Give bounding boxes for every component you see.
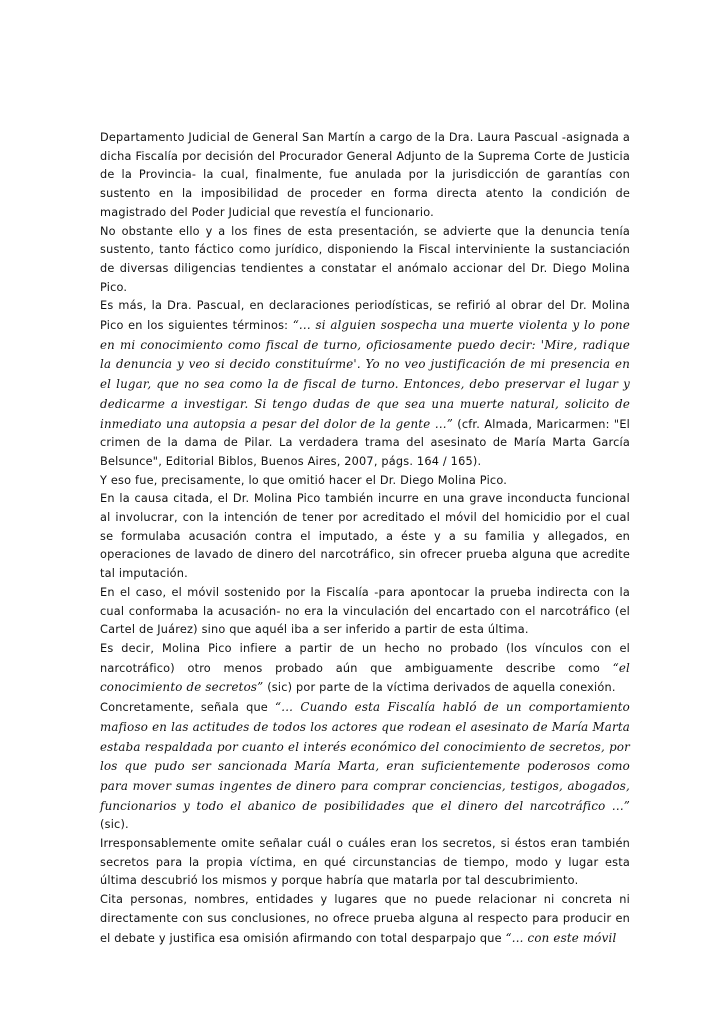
paragraph-text: (cfr. Almada, Maricarmen: "El crimen de la dama de Pilar. La verdadera trama del asesinato de María Marta García Belsunce", Editorial Biblos, Buenos Aires, 2007, págs. 164 / 165). xyxy=(100,417,630,468)
paragraph xyxy=(100,835,630,891)
quoted-text: “el conocimiento de secretos” xyxy=(100,660,630,695)
paragraph xyxy=(100,129,630,223)
paragraph-text: Y eso fue, precisamente, lo que omitió hacer el Dr. Diego Molina Pico. xyxy=(100,473,508,487)
paragraph-text: Departamento Judicial de General San Martín a cargo de la Dra. Laura Pascual -asignada a dicha Fiscalía por decisión del Procurador General Adjunto de la Suprema Corte de Justicia de la Provincia- la cual, finalmente, fue anulada por la jurisdicción de garantías con sustento en la imposibilidad de proceder en forma directa atento la condición de magistrado del Poder Judicial que revestía el funcionario. xyxy=(100,131,630,219)
paragraph xyxy=(100,584,630,640)
paragraph xyxy=(100,640,630,698)
paragraph-text: Irresponsablemente omite señalar cuál o cuáles eran los secretos, si éstos eran también secretos para la propia víctima, en qué circunstancias de tiempo, modo y lugar esta última descubrió los mismos y porque habría que matarla por tal descubrimiento. xyxy=(100,837,630,888)
paragraph xyxy=(100,698,630,835)
paragraph xyxy=(100,891,630,948)
paragraph-text: Es decir, Molina Pico infiere a partir de un hecho no probado (los vínculos con el narcotráfico) otro menos probado aún que ambiguamente describe como xyxy=(100,641,630,675)
paragraph-text: Cita personas, nombres, entidades y lugares que no puede relacionar ni concreta ni directamente con sus conclusiones, no ofrece prueba alguna al respecto para producir en el debate y justifica esa omisión afirmando con total desparpajo que xyxy=(100,893,630,945)
paragraph xyxy=(100,490,630,584)
paragraph-text: En la causa citada, el Dr. Molina Pico también incurre en una grave inconducta funcional al involucrar, con la intención de tener por acreditado el móvil del homicidio por el cual se formulaba acusación contra el imputado, a éste y a su familia y allegados, en operaciones de lavado de dinero del narcotráfico, sin ofrecer prueba alguna que acredite tal imputación. xyxy=(100,492,630,581)
paragraph-text: Concretamente, señala que xyxy=(100,701,276,715)
paragraph-text: (sic) por parte de la víctima derivados de aquella conexión. xyxy=(263,681,616,695)
paragraph-text: (sic). xyxy=(100,818,129,832)
paragraph-text: Es más, la Dra. Pascual, en declaraciones periodísticas, se refirió al obrar del Dr. Molina Pico en los siguientes términos: xyxy=(100,299,630,333)
paragraph-text: No obstante ello y a los fines de esta presentación, se advierte que la denuncia tenía sustento, tanto fáctico como jurídico, disponiendo la Fiscal interviniente la sustanciación de diversas diligencias tendientes a constatar el anómalo accionar del Dr. Diego Molina Pico. xyxy=(100,224,630,294)
quoted-text: “... si alguien sospecha una muerte violenta y lo pone en mi conocimiento como fiscal de turno, oficiosamente puedo decir: 'Mire, radique la denuncia y veo si decido constituírme'. Yo no veo justificación de mi presencia en el lugar, que no sea como la de fiscal de turno. Entonces, debo preservar el lugar y dedicarme a investigar. Si tengo dudas de que sea una muerte natural, solicito de inmediato una autopsia a pesar del dolor de la gente ...” xyxy=(100,318,630,431)
document-body xyxy=(100,129,630,948)
quoted-text: “... con este móvil xyxy=(505,930,617,945)
paragraph xyxy=(100,297,630,471)
quoted-text: “... Cuando esta Fiscalía habló de un comportamiento mafioso en las actitudes de todos los actores que rodean el asesinato de María Marta estaba respaldada por cuanto el interés económico del conocimiento de secretos, por los que pudo ser sancionada María Marta, eran suficientemente poderosos como para mover sumas ingentes de dinero para comprar conciencias, testigos, abogados, funcionarios y todo el abanico de posibilidades que el dinero del narcotráfico ...” xyxy=(100,700,630,813)
paragraph-text: En el caso, el móvil sostenido por la Fiscalía -para apontocar la prueba indirecta con la cual conformaba la acusación- no era la vinculación del encartado con el narcotráfico (el Cartel de Juárez) sino que aquél iba a ser inferido a partir de esta última. xyxy=(100,585,630,637)
paragraph xyxy=(100,472,630,491)
paragraph xyxy=(100,223,630,298)
